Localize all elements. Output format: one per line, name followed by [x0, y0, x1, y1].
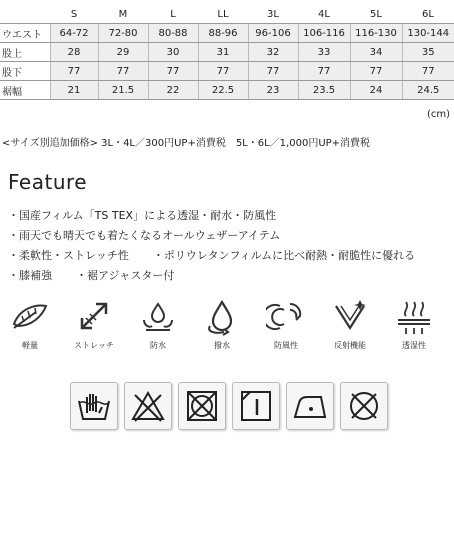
table-cell: 32 — [248, 43, 298, 62]
size-table — [0, 5, 454, 100]
table-row — [0, 43, 454, 62]
feature-stretch — [64, 296, 124, 351]
table-cell: 34 — [350, 43, 402, 62]
feature-label: 防水 — [150, 341, 166, 350]
table-cell: 28 — [50, 43, 98, 62]
table-row — [0, 81, 454, 100]
header-size: M — [98, 5, 148, 24]
table-cell: 130-144 — [402, 24, 454, 43]
feature-list — [8, 206, 448, 286]
feature-label: 防風性 — [274, 341, 298, 350]
table-cell: 31 — [198, 43, 248, 62]
table-cell: 24 — [350, 81, 402, 100]
feature-breathable — [384, 296, 444, 351]
waterproof-icon — [138, 296, 178, 336]
feature-item: ・雨天でも晴天でも着たくなるオールウェザーアイテム — [8, 229, 281, 242]
row-label: 裾幅 — [0, 81, 50, 100]
table-cell: 106-116 — [298, 24, 350, 43]
feather-icon — [10, 296, 50, 336]
table-cell: 22 — [148, 81, 198, 100]
feature-waterproof — [128, 296, 188, 351]
care-symbol — [340, 382, 388, 430]
feature-label: ストレッチ — [74, 341, 114, 350]
table-cell: 77 — [350, 62, 402, 81]
feature-item: ・裾アジャスター付 — [76, 269, 175, 282]
table-cell: 96-106 — [248, 24, 298, 43]
feature-label: 透湿性 — [402, 341, 426, 350]
row-label: 股下 — [0, 62, 50, 81]
row-label: 股上 — [0, 43, 50, 62]
feature-row — [8, 266, 448, 286]
header-size: LL — [198, 5, 248, 24]
table-cell: 77 — [298, 62, 350, 81]
table-cell: 33 — [298, 43, 350, 62]
care-symbol — [178, 382, 226, 430]
function-icons — [0, 296, 454, 366]
feature-reflective — [320, 296, 380, 351]
feature-windproof — [256, 296, 316, 351]
table-cell: 22.5 — [198, 81, 248, 100]
stretch-arrows-icon — [74, 296, 114, 336]
feature-item: ・膝補強 — [8, 269, 52, 282]
header-size: 5L — [350, 5, 402, 24]
size-header-row — [0, 5, 454, 24]
iron-low-icon — [291, 387, 329, 425]
table-cell: 23.5 — [298, 81, 350, 100]
reflective-icon — [330, 296, 370, 336]
price-note: <サイズ別追加価格> 3L・4L／300円UP+消費税 5L・6L／1,000円UP+消費税 — [2, 138, 371, 149]
no-dry-clean-icon — [345, 387, 383, 425]
care-symbol — [286, 382, 334, 430]
table-cell: 29 — [98, 43, 148, 62]
feature-lightweight — [0, 296, 60, 351]
no-bleach-icon — [129, 387, 167, 425]
table-row — [0, 24, 454, 43]
feature-label: 反射機能 — [334, 341, 366, 350]
no-tumble-dry-icon — [183, 387, 221, 425]
header-size: S — [50, 5, 98, 24]
header-size: 6L — [402, 5, 454, 24]
breathable-icon — [394, 296, 434, 336]
table-cell: 21.5 — [98, 81, 148, 100]
feature-item: ・柔軟性・ストレッチ性 — [8, 249, 129, 262]
table-cell: 77 — [50, 62, 98, 81]
header-blank — [0, 5, 50, 24]
feature-item: ・ポリウレタンフィルムに比べ耐熱・耐脆性に優れる — [152, 249, 416, 262]
table-cell: 77 — [198, 62, 248, 81]
care-symbol — [70, 382, 118, 430]
table-cell: 77 — [248, 62, 298, 81]
table-cell: 64-72 — [50, 24, 98, 43]
table-cell: 30 — [148, 43, 198, 62]
table-cell: 88-96 — [198, 24, 248, 43]
table-cell: 116-130 — [350, 24, 402, 43]
table-cell: 24.5 — [402, 81, 454, 100]
header-size: L — [148, 5, 198, 24]
row-label: ウエスト — [0, 24, 50, 43]
table-cell: 77 — [402, 62, 454, 81]
header-size: 4L — [298, 5, 350, 24]
unit-label: (cm) — [426, 109, 450, 120]
feature-label: 軽量 — [22, 341, 38, 350]
feature-row — [8, 246, 448, 266]
table-cell: 72-80 — [98, 24, 148, 43]
table-cell: 21 — [50, 81, 98, 100]
care-symbol — [124, 382, 172, 430]
table-row — [0, 62, 454, 81]
feature-label: 撥水 — [214, 341, 230, 350]
header-size: 3L — [248, 5, 298, 24]
line-dry-shade-icon — [237, 387, 275, 425]
feature-water-repellent — [192, 296, 252, 351]
table-cell: 77 — [148, 62, 198, 81]
care-symbol — [232, 382, 280, 430]
table-cell: 23 — [248, 81, 298, 100]
water-repellent-icon — [202, 296, 242, 336]
table-cell: 35 — [402, 43, 454, 62]
windproof-icon — [266, 296, 306, 336]
table-cell: 77 — [98, 62, 148, 81]
feature-item: ・国産フィルム「TS TEX」による透湿・耐水・防風性 — [8, 209, 277, 222]
feature-title: Feature — [8, 170, 88, 194]
hand-wash-icon — [75, 387, 113, 425]
table-cell: 80-88 — [148, 24, 198, 43]
